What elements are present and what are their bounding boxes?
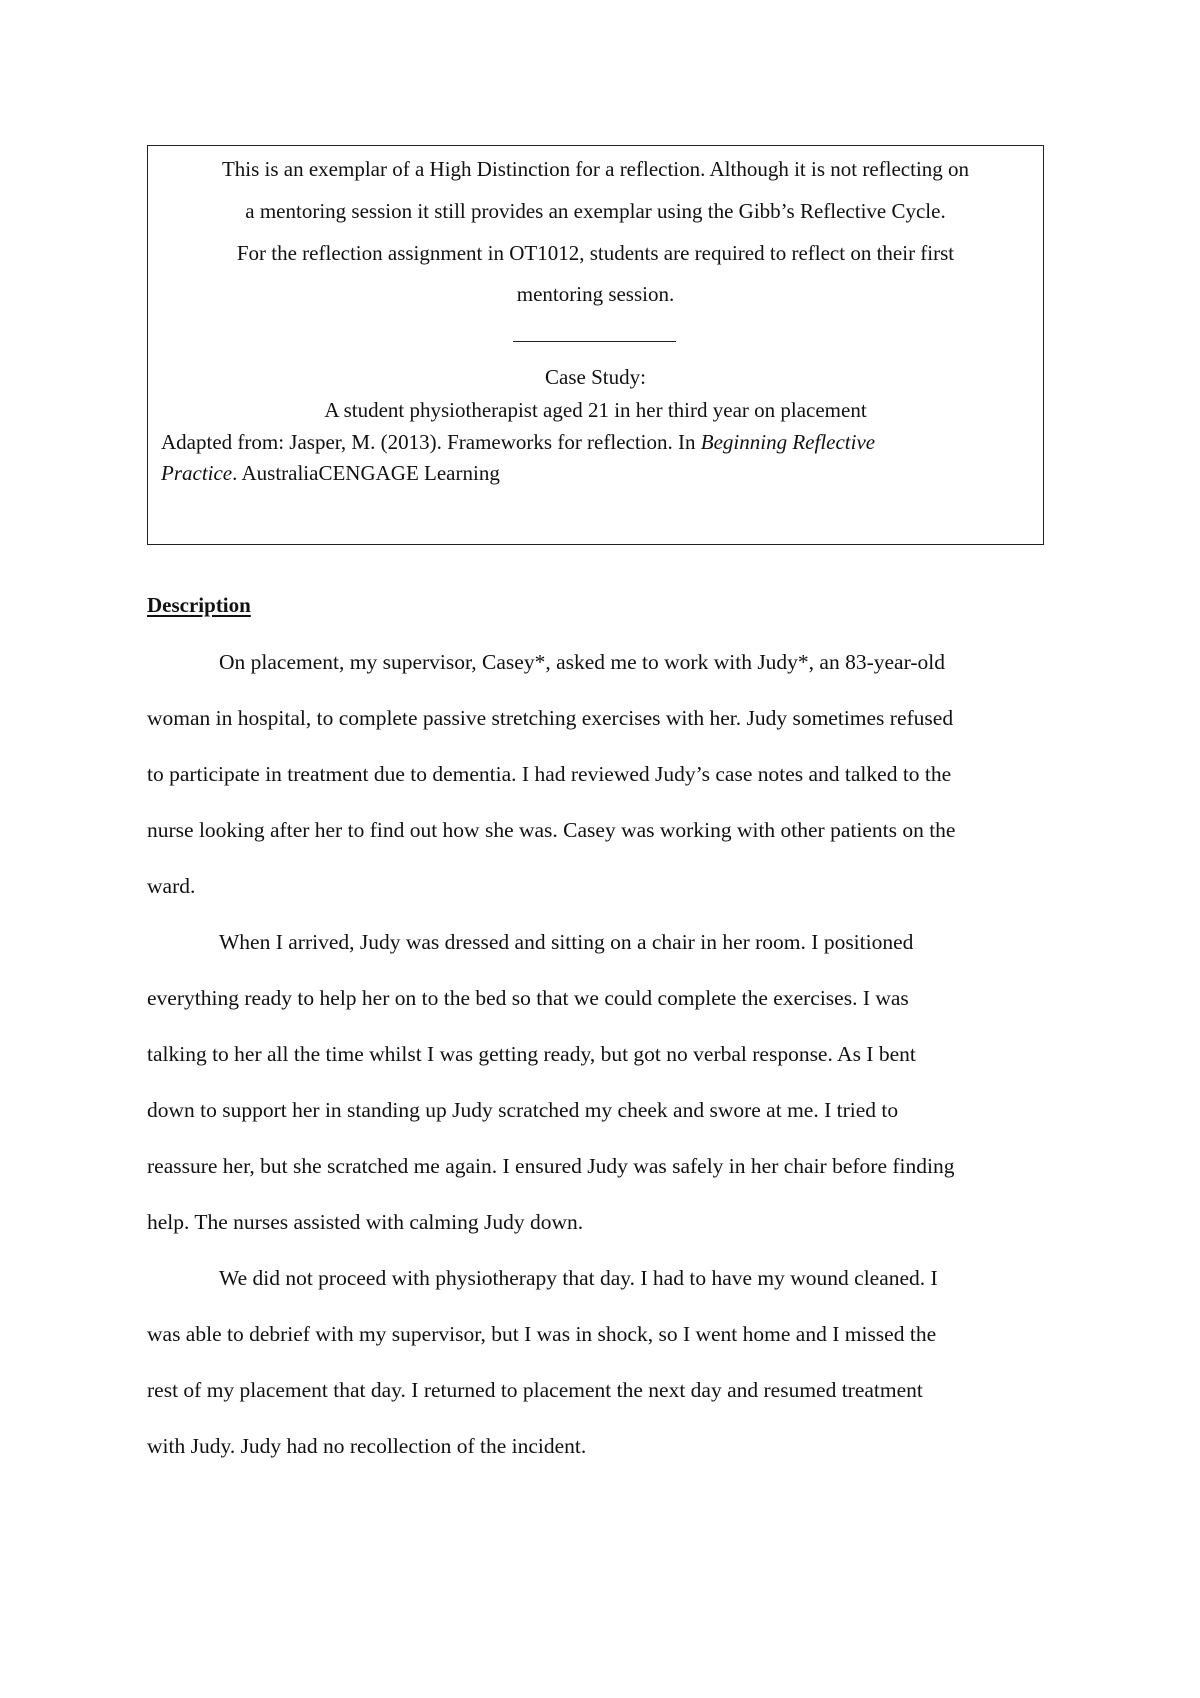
body-line: We did not proceed with physiotherapy that day. I had to have my wound cleaned. I	[219, 1266, 938, 1290]
note-line-2: a mentoring session it still provides an exemplar using the Gibb’s Reflective Cycle.	[245, 199, 946, 223]
note-line-4: mentoring session.	[516, 282, 675, 306]
section-heading-description: Description	[147, 593, 251, 617]
citation-book-title-cont: Practice	[161, 461, 233, 485]
note-divider-rule	[513, 341, 676, 342]
body-line: woman in hospital, to complete passive stretching exercises with her. Judy sometimes refused	[147, 706, 954, 730]
case-study-description: A student physiotherapist aged 21 in her third year on placement	[324, 398, 867, 422]
body-line: When I arrived, Judy was dressed and sitting on a chair in her room. I positioned	[219, 930, 914, 954]
body-line: help. The nurses assisted with calming Judy down.	[147, 1210, 584, 1234]
body-line: ward.	[147, 874, 196, 898]
body-line: rest of my placement that day. I returned to placement the next day and resumed treatment	[147, 1378, 923, 1402]
body-line: talking to her all the time whilst I was getting ready, but got no verbal response. As I bent	[147, 1042, 916, 1066]
body-line: nurse looking after her to find out how she was. Casey was working with other patients on the	[147, 818, 956, 842]
exemplar-note-box	[147, 145, 1044, 545]
case-study-label: Case Study:	[545, 365, 646, 389]
citation-publisher: . AustraliaCENGAGE Learning	[232, 461, 500, 485]
citation-line-2	[161, 460, 500, 486]
body-line: everything ready to help her on to the bed so that we could complete the exercises. I was	[147, 986, 909, 1010]
body-line: was able to debrief with my supervisor, but I was in shock, so I went home and I missed the	[147, 1322, 937, 1346]
body-line: with Judy. Judy had no recollection of the incident.	[147, 1434, 587, 1458]
body-line: reassure her, but she scratched me again. I ensured Judy was safely in her chair before finding	[147, 1154, 955, 1178]
body-line: down to support her in standing up Judy scratched my cheek and swore at me. I tried to	[147, 1098, 899, 1122]
body-line: On placement, my supervisor, Casey*, asked me to work with Judy*, an 83-year-old	[219, 650, 945, 674]
note-line-3: For the reflection assignment in OT1012, students are required to reflect on their first	[236, 241, 955, 265]
citation-line-1	[161, 429, 875, 455]
citation-prefix: Adapted from: Jasper, M. (2013). Frameworks for reflection. In	[161, 430, 701, 454]
citation-book-title: Beginning Reflective	[700, 430, 876, 454]
body-line: to participate in treatment due to dementia. I had reviewed Judy’s case notes and talked to the	[147, 762, 952, 786]
note-line-1: This is an exemplar of a High Distinction for a reflection. Although it is not reflecting on	[221, 157, 970, 181]
